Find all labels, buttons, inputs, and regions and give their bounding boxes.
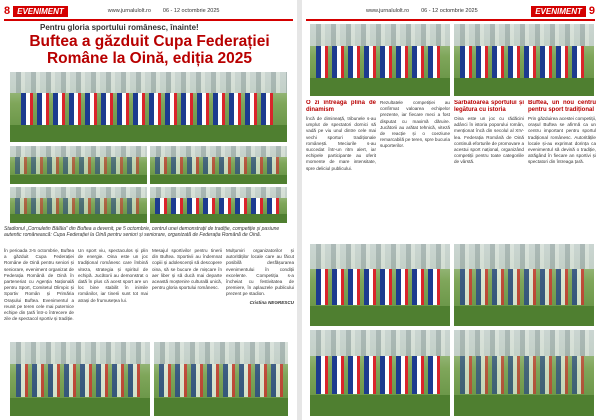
right-team-photo-4 bbox=[310, 330, 450, 416]
match-photo-1 bbox=[10, 146, 147, 184]
right-date: 06 - 12 octombrie 2025 bbox=[421, 8, 478, 14]
right-col1-text: Încă de dimineață, tribunele s-au umplut de spectatori dornici să vadă pe viu unul dintre cele mai vechi sporturi tradiționale românești. Meciurile s-au succedat într-un ritm alert, iar echipele participante au oferit momente de mare intensitate, spre deliciul publicului. bbox=[306, 116, 376, 171]
left-page bbox=[0, 0, 297, 420]
right-col2-text: Rezultatele competiției au confirmat valoarea echipelor prezente, iar fiecare meci a fost disputat cu maximă dăruire. Jucătorii au arătat tehnică, viteză de reacție și o coeziune remarcabilă pe teren, spre bucuria suporterilor. bbox=[380, 100, 450, 149]
right-subheading-1: O zi întreagă plină de dinamism bbox=[306, 100, 376, 113]
left-column-4 bbox=[226, 248, 294, 338]
left-page-header bbox=[4, 4, 293, 18]
right-page bbox=[302, 0, 599, 420]
right-page-number: 9 bbox=[588, 5, 595, 17]
right-site: www.jurnalulolt.ro bbox=[366, 8, 410, 14]
left-header-rule bbox=[4, 19, 293, 21]
action-photo-1 bbox=[10, 342, 150, 416]
left-date: 06 - 12 octombrie 2025 bbox=[162, 8, 220, 14]
right-ceremony-photo bbox=[454, 330, 594, 416]
right-award-photo bbox=[454, 244, 594, 326]
left-column-3 bbox=[152, 248, 222, 338]
right-column-4 bbox=[528, 100, 596, 240]
left-col1-text: În perioada 3-5 octombrie, Buftea a găzduit Cupa Federației Române de Oină pentru seniori și seniorare, eveniment organizat de Federația Română de Oină în parteneriat cu Agenția Națională pentru Sport, Comitetul Olimpic și Sportiv Român și Primăria Orașului Buftea. Evenimentul a reunit pe teren cele mai puternice echipe din țară într-o întrecere de zile de spectacol sportiv și tradiție. bbox=[4, 248, 74, 322]
right-team-photo-2 bbox=[454, 24, 594, 96]
photo-caption: Stadionul „Cornuletin Bâlăia” din Buftea a devenit, pe 5 octombrie, centrul unei demonstrații de tradiție, competiție și pasiune autentic românească: Cupa Federației la Oină pentru seniori și seniorare, organizată de Federația Română de Oină. bbox=[4, 226, 280, 238]
left-site: www.jurnalulolt.ro bbox=[107, 8, 151, 14]
right-page-header bbox=[306, 4, 595, 18]
left-rubric: EVENIMENT bbox=[13, 6, 68, 17]
right-subheading-2: Sărbătoarea sportului și legătura cu istoria bbox=[454, 100, 524, 113]
right-team-photo-1 bbox=[310, 24, 450, 96]
right-column-3 bbox=[454, 100, 524, 240]
right-subheading-3: Buftea, un nou centru pentru sport tradițional bbox=[528, 100, 596, 113]
left-col4-text: Mulțumiri organizatorilor și autorităților locale care au făcut posibilă desfășurarea evenimentului în condiții excelente. Competiția s-a încheiat cu festivitatea de premiere, în aplauzele publicului prezent pe stadion. bbox=[226, 248, 294, 297]
article-kicker: Pentru gloria sportului românesc, înainte! bbox=[40, 23, 199, 32]
left-col2-text: Un sport viu, spectaculos și plin de energie. Oina este un joc tradițional românesc care îmbină viteza, strategia și spiritul de echipă. Jucătorii au demonstrat o dată în plus că acest sport are un loc bine stabilit în inimile românilor, iar tinerii sunt tot mai atrași de frumusețea lui. bbox=[78, 248, 148, 303]
right-header-rule bbox=[306, 19, 595, 21]
left-col3-text: Mesajul sportivilor pentru tinerii din Buftea. Sportivii au îndemnat copiii și adolescenții să descopere oina, să se bucure de mișcare în aer liber și să ducă mai departe această moștenire culturală unică, pentru gloria sportului românesc. bbox=[152, 248, 222, 291]
right-col4-text: Prin găzduirea acestei competiții, orașul Buftea se afirmă ca un centru important pentru sportul tradițional românesc. Autoritățile locale și-au exprimat dorința ca evenimentul să devină o tradiție, atrăgând în fiecare an sportivi și spectatori din întreaga țară. bbox=[528, 116, 596, 165]
article-headline: Buftea a găzduit Cupa Federației Române la Oină, ediția 2025 bbox=[29, 33, 270, 67]
right-column-2 bbox=[380, 100, 450, 240]
right-column-1 bbox=[306, 100, 376, 240]
team-photo-main bbox=[10, 72, 287, 142]
match-photo-3 bbox=[10, 187, 147, 223]
left-column-1 bbox=[4, 248, 74, 338]
left-page-number: 8 bbox=[4, 5, 11, 17]
action-photo-2 bbox=[154, 342, 288, 416]
right-col3-text: Oina este un joc cu rădăcini adânci în istoria poporului român, menționat încă din secolul al XIV-lea. Federația Română de Oină continuă eforturile de promovare a acestui sport național, organizând competiții pentru toate categoriile de vârstă. bbox=[454, 116, 524, 165]
right-team-photo-3 bbox=[310, 244, 450, 326]
match-photo-2 bbox=[150, 146, 287, 184]
team-photo-2 bbox=[150, 187, 287, 223]
left-column-2 bbox=[78, 248, 148, 338]
article-author: Cristina NEGRESCU bbox=[249, 299, 294, 305]
right-rubric: EVENIMENT bbox=[531, 6, 586, 17]
